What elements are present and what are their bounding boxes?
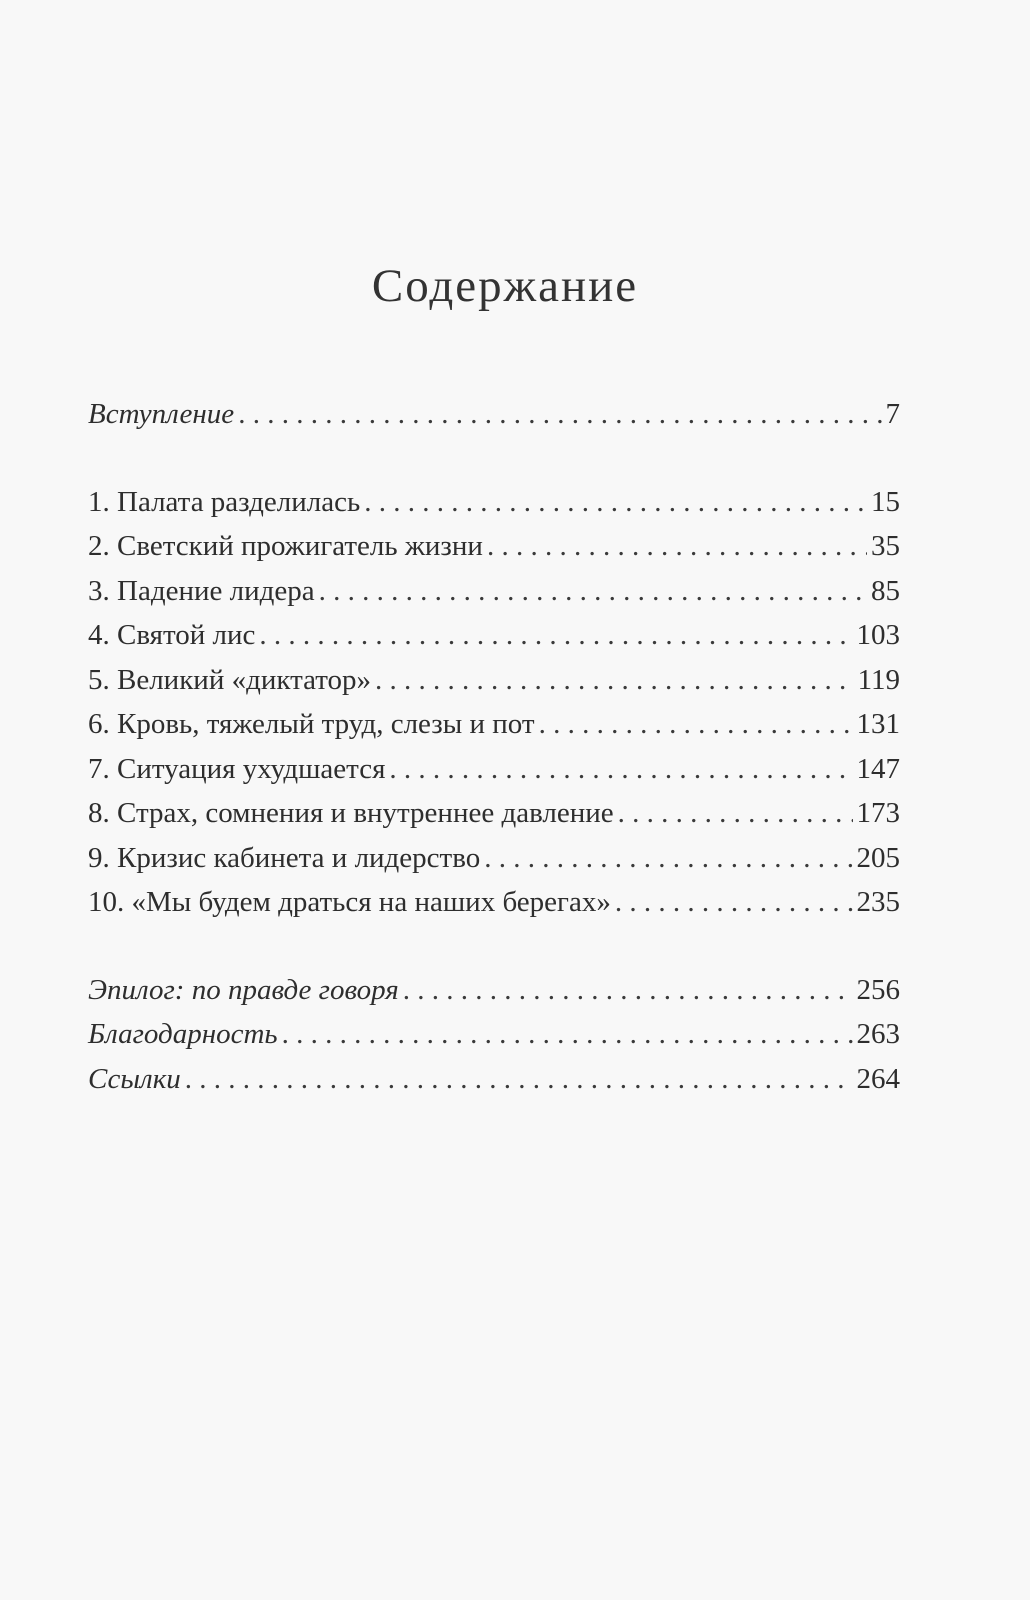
toc-entry-label: 5. Великий «диктатор» — [88, 663, 372, 696]
toc-entry-label: 6. Кровь, тяжелый труд, слезы и пот — [88, 708, 535, 740]
toc-entry-page: 119 — [857, 663, 900, 696]
toc-entry-chapter-4 — [88, 613, 900, 658]
table-of-contents — [88, 392, 900, 1101]
dot-leader — [539, 702, 853, 747]
dot-leader — [185, 1057, 853, 1102]
page-title: Содержание — [371, 260, 639, 313]
dot-leader — [375, 658, 854, 703]
dot-leader — [403, 968, 853, 1013]
toc-entry-page: 173 — [856, 797, 900, 829]
toc-entry-intro — [88, 392, 900, 437]
toc-entry-label: 10. «Мы будем драться на наших берегах» — [88, 886, 611, 918]
dot-leader — [259, 613, 852, 658]
toc-entry-label: 8. Страх, сомнения и внутреннее давление — [88, 797, 614, 829]
toc-entry-page: 15 — [871, 485, 900, 518]
toc-entry-page: 7 — [885, 398, 900, 430]
dot-leader — [238, 392, 881, 437]
toc-entry-label: 1. Палата разделилась — [88, 485, 361, 518]
toc-entry-chapter-3 — [88, 569, 900, 614]
section-gap — [88, 925, 900, 968]
toc-entry-label: 9. Кризис кабинета и лидерство — [88, 841, 481, 874]
toc-entry-label: 2. Светский прожигатель жизни — [88, 530, 483, 562]
toc-entry-page: 256 — [856, 973, 900, 1006]
toc-entry-chapter-9 — [88, 836, 900, 881]
toc-entry-label: 3. Падение лидера — [88, 574, 315, 607]
toc-entry-chapter-2 — [88, 524, 900, 569]
toc-entry-page: 85 — [871, 574, 900, 607]
toc-entry-page: 131 — [856, 708, 900, 740]
dot-leader — [389, 747, 852, 792]
toc-entry-chapter-1 — [88, 480, 900, 525]
toc-entry-chapter-5 — [88, 658, 900, 703]
toc-entry-page: 235 — [856, 886, 900, 918]
toc-entry-page: 103 — [856, 619, 900, 651]
toc-entry-chapter-10 — [88, 880, 900, 925]
toc-entry-chapter-8 — [88, 791, 900, 836]
toc-entry-page: 147 — [856, 752, 900, 785]
toc-entry-label: Благодарность — [88, 1018, 278, 1050]
toc-entry-label: Ссылки — [88, 1062, 181, 1095]
toc-entry-label: 4. Святой лис — [88, 619, 256, 651]
dot-leader — [319, 569, 867, 614]
dot-leader — [618, 791, 853, 836]
dot-leader — [487, 524, 867, 569]
toc-entry-page: 264 — [856, 1062, 900, 1095]
dot-leader — [364, 480, 867, 525]
toc-entry-epilogue — [88, 968, 900, 1013]
toc-entry-label: 7. Ситуация ухудшается — [88, 752, 386, 785]
toc-entry-chapter-7 — [88, 747, 900, 792]
toc-entry-chapter-6 — [88, 702, 900, 747]
dot-leader — [484, 836, 852, 881]
section-gap — [88, 437, 900, 480]
toc-entry-references — [88, 1057, 900, 1102]
toc-entry-label: Вступление — [88, 398, 235, 430]
toc-entry-page: 35 — [871, 530, 900, 562]
toc-entry-page: 263 — [856, 1018, 900, 1050]
toc-entry-page: 205 — [856, 841, 900, 874]
toc-entry-acknowledgements — [88, 1012, 900, 1057]
toc-entry-label: Эпилог: по правде говоря — [88, 973, 399, 1006]
dot-leader — [282, 1012, 853, 1057]
dot-leader — [615, 880, 853, 925]
